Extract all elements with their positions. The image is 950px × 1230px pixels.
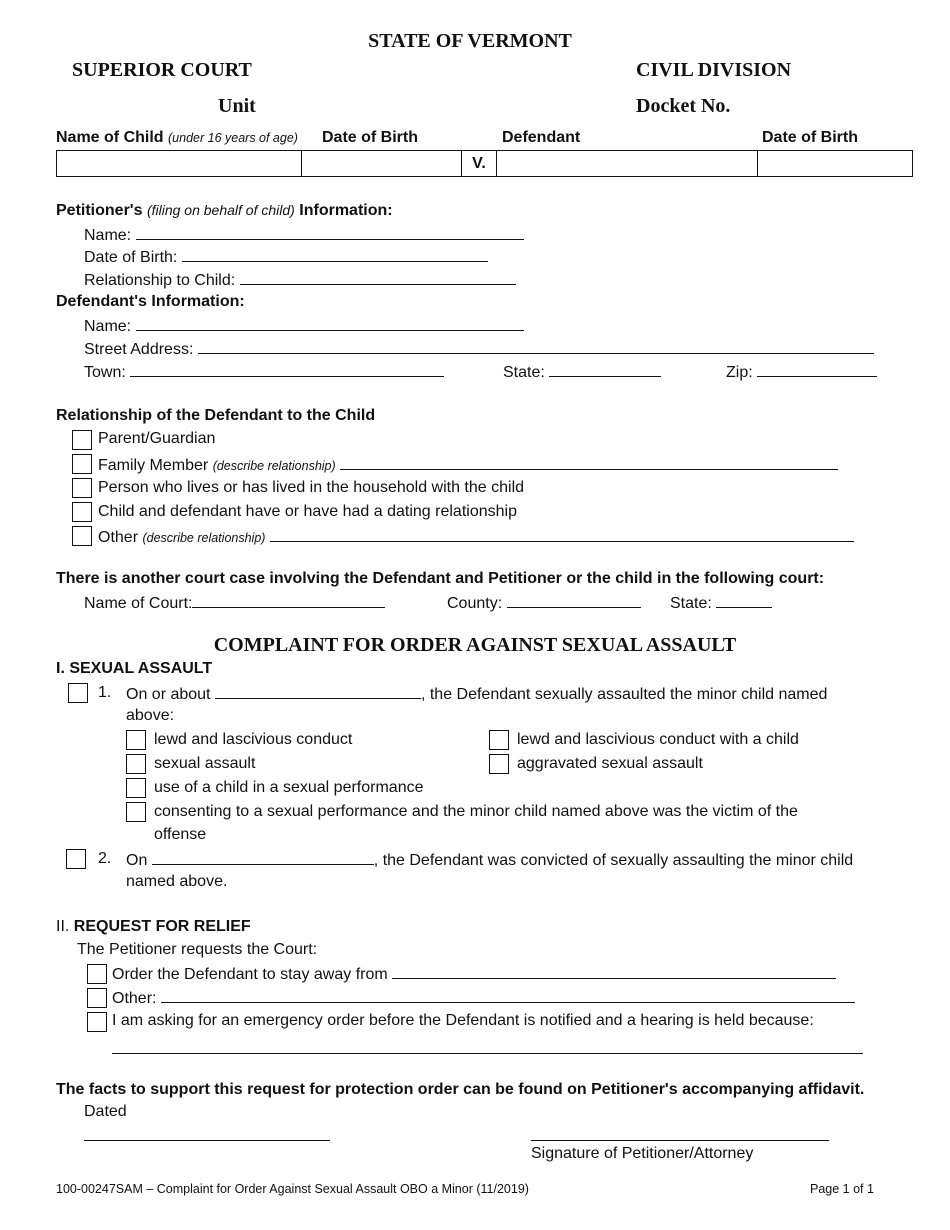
offense-lewd-child: lewd and lascivious conduct with a child [517, 731, 799, 748]
item-2-text: On , the Defendant was convicted of sexually assaulting the minor child [126, 852, 854, 869]
offense-consenting-cont: offense [154, 826, 207, 843]
checkbox-other-relief[interactable] [87, 988, 107, 1008]
assault-date-field[interactable] [215, 684, 421, 699]
relationship-option-label: Child and defendant have or have had a dating relationship [98, 503, 517, 520]
docket-label: Docket No. [636, 95, 731, 117]
offense-aggravated: aggravated sexual assault [517, 755, 703, 772]
checkbox-consenting[interactable] [126, 802, 146, 822]
offense-lewd: lewd and lascivious conduct [154, 731, 353, 748]
relationship-heading: Relationship of the Defendant to the Child [56, 407, 376, 424]
checkbox-emergency-order[interactable] [87, 1012, 107, 1032]
relationship-option-label: Person who lives or has lived in the household with the child [98, 479, 525, 496]
checkbox-dating[interactable] [72, 502, 92, 522]
defendant-zip-field[interactable] [757, 362, 877, 377]
checkbox-sexual-performance[interactable] [126, 778, 146, 798]
item-2-number: 2. [98, 850, 112, 867]
other-relationship-describe-field[interactable] [270, 527, 854, 542]
dated-label: Dated [84, 1103, 127, 1120]
child-name-label: Name of Child (under 16 years of age) [56, 129, 298, 146]
other-case-state-field[interactable] [716, 593, 772, 608]
section-relief: II. REQUEST FOR RELIEF [56, 918, 251, 935]
offense-consenting: consenting to a sexual performance and the minor child named above was the victim of the [154, 803, 798, 820]
other-case-court-row: Name of Court: [84, 593, 385, 613]
defendant-name-row: Name: [84, 316, 524, 336]
offense-sexual-assault: sexual assault [154, 755, 256, 772]
caption-table [56, 150, 913, 177]
child-name-field[interactable] [57, 151, 302, 177]
other-case-county-row: County: [447, 593, 641, 613]
complaint-title: COMPLAINT FOR ORDER AGAINST SEXUAL ASSAULT [213, 634, 737, 656]
checkbox-parent-guardian[interactable] [72, 430, 92, 450]
petitioner-name-row: Name: [84, 225, 524, 245]
petitioner-dob-row: Date of Birth: [84, 247, 488, 267]
other-case-heading: There is another court case involving the Defendant and Petitioner or the child in the following court: [56, 570, 825, 587]
defendant-name-field[interactable] [497, 151, 758, 177]
checkbox-item-2[interactable] [66, 849, 86, 869]
relief-stay-away: Order the Defendant to stay away from [112, 964, 836, 984]
emergency-reason-field[interactable] [112, 1039, 863, 1054]
defendant-state-row: State: [503, 362, 661, 382]
state-title: STATE OF VERMONT [368, 30, 572, 52]
form-id: 100-00247SAM – Complaint for Order Against Sexual Assault OBO a Minor (11/2019) [56, 1182, 529, 1196]
versus-label: V. [462, 151, 497, 177]
family-member-describe-field[interactable] [340, 455, 838, 470]
other-relief-field[interactable] [161, 988, 855, 1003]
defendant-dob-field[interactable] [758, 151, 913, 177]
petitioner-name-field[interactable] [136, 225, 524, 240]
checkbox-lewd-conduct[interactable] [126, 730, 146, 750]
defendant-dob-label: Date of Birth [762, 129, 858, 146]
checkbox-household[interactable] [72, 478, 92, 498]
relief-intro: The Petitioner requests the Court: [77, 941, 318, 958]
relationship-option-label: Parent/Guardian [98, 430, 216, 447]
defendant-town-field[interactable] [130, 362, 444, 377]
defendant-town-row: Town: [84, 362, 444, 382]
other-case-court-field[interactable] [192, 593, 385, 608]
checkbox-other-relationship[interactable] [72, 526, 92, 546]
item-1-number: 1. [98, 684, 112, 701]
relief-emergency: I am asking for an emergency order before the Defendant is notified and a hearing is held because: [112, 1012, 814, 1029]
child-dob-field[interactable] [302, 151, 462, 177]
child-dob-label: Date of Birth [322, 129, 418, 146]
other-case-county-field[interactable] [507, 593, 641, 608]
petitioner-dob-field[interactable] [182, 247, 488, 262]
signature-field[interactable] [531, 1126, 829, 1141]
offense-performance: use of a child in a sexual performance [154, 779, 424, 796]
defendant-name-field[interactable] [136, 316, 524, 331]
petitioner-heading: Petitioner's (filing on behalf of child) Information: [56, 202, 393, 219]
checkbox-item-1[interactable] [68, 683, 88, 703]
defendant-heading: Defendant's Information: [56, 293, 245, 310]
relationship-option-family: Family Member (describe relationship) [98, 455, 838, 475]
checkbox-lewd-conduct-child[interactable] [489, 730, 509, 750]
conviction-date-field[interactable] [152, 850, 374, 865]
petitioner-relationship-row: Relationship to Child: [84, 270, 516, 290]
relationship-option-other: Other (describe relationship) [98, 527, 854, 547]
defendant-label: Defendant [502, 129, 581, 146]
checkbox-aggravated-assault[interactable] [489, 754, 509, 774]
item-1-continuation: above: [126, 707, 175, 724]
checkbox-family-member[interactable] [72, 454, 92, 474]
other-case-state-row: State: [670, 593, 772, 613]
defendant-state-field[interactable] [549, 362, 661, 377]
defendant-zip-row: Zip: [726, 362, 877, 382]
signature-label: Signature of Petitioner/Attorney [531, 1145, 754, 1162]
stay-away-field[interactable] [392, 964, 836, 979]
court-name: SUPERIOR COURT [72, 59, 252, 81]
defendant-street-field[interactable] [198, 339, 874, 354]
unit-label: Unit [218, 95, 256, 117]
relief-other: Other: [112, 988, 855, 1008]
division-name: CIVIL DIVISION [636, 59, 792, 81]
checkbox-stay-away[interactable] [87, 964, 107, 984]
page-number: Page 1 of 1 [810, 1182, 874, 1196]
checkbox-sexual-assault[interactable] [126, 754, 146, 774]
petitioner-relationship-field[interactable] [240, 270, 516, 285]
section-sexual-assault: I. SEXUAL ASSAULT [56, 660, 213, 677]
item-2-continuation: named above. [126, 873, 228, 890]
facts-statement: The facts to support this request for protection order can be found on Petitioner's accompanying affidavit. [56, 1081, 865, 1098]
defendant-street-row: Street Address: [84, 339, 874, 359]
date-field[interactable] [84, 1126, 330, 1141]
item-1-text: On or about , the Defendant sexually assaulted the minor child named [126, 686, 828, 703]
